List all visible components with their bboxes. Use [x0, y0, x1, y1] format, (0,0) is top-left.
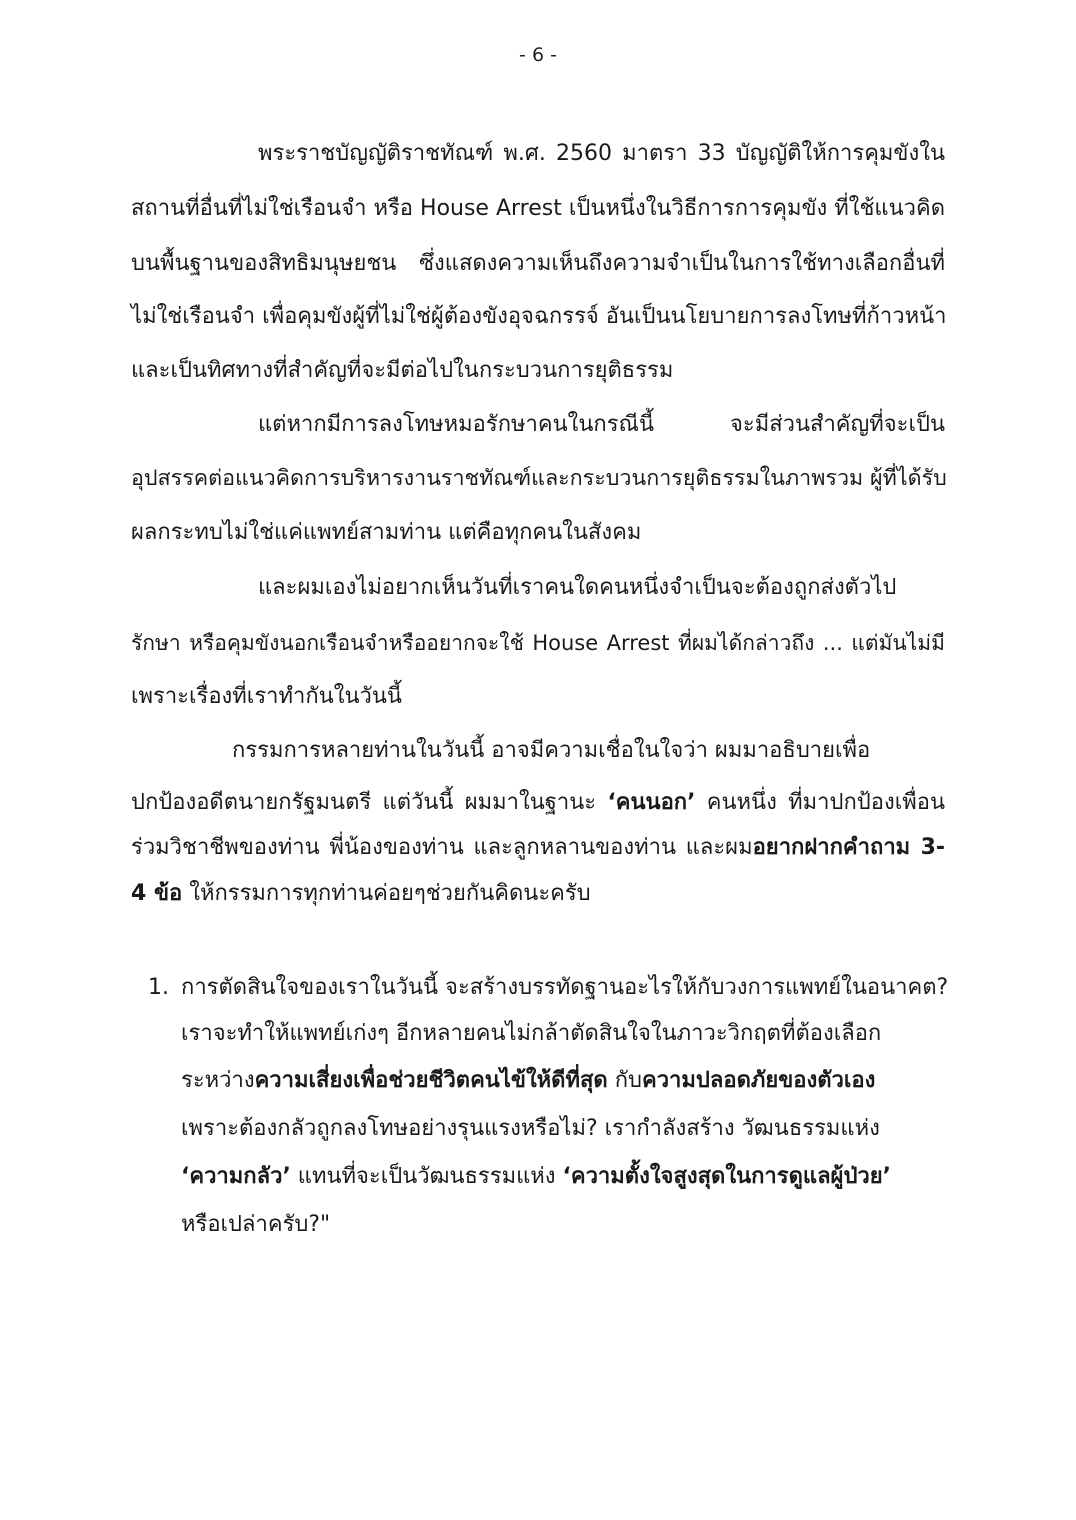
questions-count-emphasis: 4 ข้อ [131, 881, 183, 906]
paragraph-1-line-3: บนพื้นฐานของสิทธิมนุษยชน ซึ่งแสดงความเห็นถึงความจำเป็นในการใช้ทางเลือกอื่นที่ [131, 251, 945, 276]
paragraph-1-line-4: ไม่ใช่เรือนจำ เพื่อคุมขังผู้ที่ไม่ใช่ผู้ต้องขังอุจฉกรรจ์ อันเป็นนโยบายการลงโทษที่ก้าวหน้า [131, 304, 947, 329]
paragraph-2-line-1: แต่หากมีการลงโทษหมอรักษาคนในกรณีนี้ จะมีส่วนสำคัญที่จะเป็น [258, 412, 945, 437]
safety-emphasis: ความปลอดภัยของตัวเอง [641, 1068, 876, 1093]
paragraph-4-text: ปกป้องอดีตนายกรัฐมนตรี แต่วันนี้ ผมมาในฐานะ [131, 790, 608, 815]
paragraph-4-line-3 [131, 833, 945, 863]
questions-emphasis: อยากฝากคำถาม 3- [752, 835, 946, 860]
paragraph-4-line-1: กรรมการหลายท่านในวันนี้ อาจมีความเชื่อในใจว่า ผมมาอธิบายเพื่อ [232, 738, 871, 763]
paragraph-3-line-1: และผมเองไม่อยากเห็นวันที่เราคนใดคนหนึ่งจำเป็นจะต้องถูกส่งตัวไป [258, 575, 897, 600]
paragraph-4-line-2 [131, 788, 945, 818]
question-1-line-5 [181, 1162, 891, 1192]
risk-emphasis: ความเสี่ยงเพื่อช่วยชีวิตคนไข้ให้ดีที่สุด [254, 1068, 608, 1093]
question-1-line-4: เพราะต้องกลัวถูกลงโทษอย่างรุนแรงหรือไม่? เรากำลังสร้าง วัฒนธรรมแห่ง [181, 1116, 880, 1141]
question-1-text: แทนที่จะเป็นวัฒนธรรมแห่ง [290, 1164, 563, 1189]
question-1-line-1: การตัดสินใจของเราในวันนี้ จะสร้างบรรทัดฐานอะไรให้กับวงการแพทย์ในอนาคต? [181, 975, 949, 1000]
paragraph-2-line-3: ผลกระทบไม่ใช่แค่แพทย์สามท่าน แต่คือทุกคนในสังคม [131, 520, 642, 545]
question-1-line-3 [181, 1066, 875, 1096]
fear-emphasis: ‘ความกลัว’ [181, 1164, 291, 1189]
question-1-number: 1. [148, 975, 169, 1000]
paragraph-4-text: ร่วมวิชาชีพของท่าน พี่น้องของท่าน และลูกหลานของท่าน และผม [131, 835, 753, 860]
dedication-emphasis: ‘ความตั้งใจสูงสุดในการดูแลผู้ป่วย’ [562, 1164, 892, 1189]
outsider-emphasis: ‘คนนอก’ [607, 790, 696, 815]
paragraph-4-text: คนหนึ่ง ที่มาปกป้องเพื่อน [695, 790, 945, 815]
question-1-text: ระหว่าง [181, 1068, 255, 1093]
paragraph-1-line-1: พระราชบัญญัติราชทัณฑ์ พ.ศ. 2560 มาตรา 33 บัญญัติให้การคุมขังใน [258, 141, 945, 166]
paragraph-1-line-2: สถานที่อื่นที่ไม่ใช่เรือนจำ หรือ House Arrest เป็นหนึ่งในวิธีการการคุมขัง ที่ใช้แนวคิด [131, 196, 945, 221]
paragraph-2-line-2: อุปสรรคต่อแนวคิดการบริหารงานราชทัณฑ์และกระบวนการยุติธรรมในภาพรวม ผู้ที่ได้รับ [131, 466, 947, 491]
question-1-text: กับ [607, 1068, 642, 1093]
paragraph-4-text: ให้กรรมการทุกท่านค่อยๆช่วยกันคิดนะครับ [182, 881, 591, 906]
paragraph-3-line-3: เพราะเรื่องที่เราทำกันในวันนี้ [131, 684, 402, 709]
paragraph-3-line-2: รักษา หรือคุมขังนอกเรือนจำหรืออยากจะใช้ House Arrest ที่ผมได้กล่าวถึง ... แต่มันไม่มี [131, 631, 945, 655]
paragraph-1-line-5: และเป็นทิศทางที่สำคัญที่จะมีต่อไปในกระบวนการยุติธรรม [131, 358, 674, 383]
question-1-line-6: หรือเปล่าครับ?" [181, 1212, 331, 1237]
question-1-line-2: เราจะทำให้แพทย์เก่งๆ อีกหลายคนไม่กล้าตัดสินใจในภาวะวิกฤตที่ต้องเลือก [181, 1021, 882, 1046]
page-number: - 6 - [519, 44, 557, 66]
paragraph-4-line-4 [131, 879, 591, 909]
